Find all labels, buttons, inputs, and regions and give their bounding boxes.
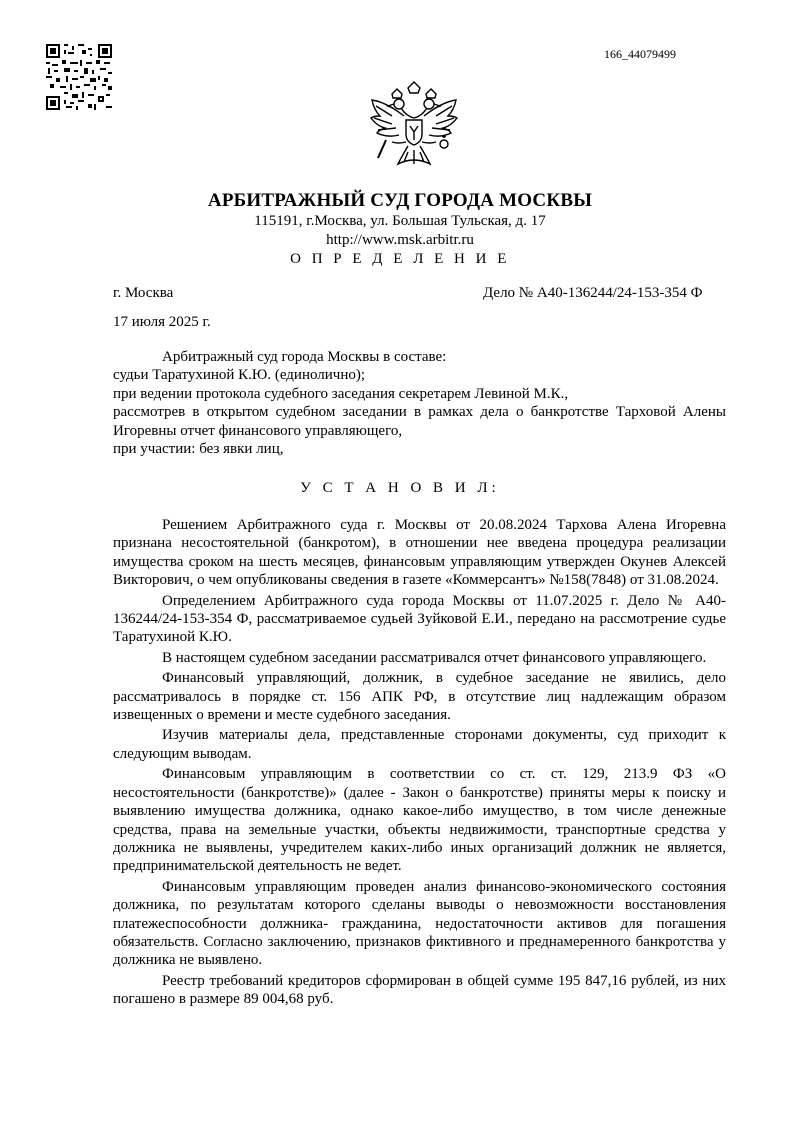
qr-code bbox=[46, 44, 112, 110]
intro-line: рассмотрев в открытом судебном заседании в рамках дела о банкротстве Тарховой Алены Игоревны отчет финансового управляющего, bbox=[113, 404, 726, 439]
court-address: 115191, г.Москва, ул. Большая Тульская, д. 17 bbox=[254, 213, 546, 229]
document-id: 166_44079499 bbox=[604, 47, 676, 61]
intro-line: при ведении протокола судебного заседания секретарем Левиной М.К., bbox=[113, 385, 569, 402]
document-header bbox=[0, 190, 800, 269]
coat-of-arms-emblem bbox=[368, 80, 460, 174]
document-type: О П Р Е Д Е Л Е Н И Е bbox=[290, 251, 510, 267]
paragraph: Реестр требований кредиторов сформирован в общей сумме 195 847,16 рублей, из них погашено в размере 89 004,68 руб. bbox=[113, 972, 726, 1008]
court-website: http://www.msk.arbitr.ru bbox=[326, 232, 474, 248]
court-name: АРБИТРАЖНЫЙ СУД ГОРОДА МОСКВЫ bbox=[207, 190, 593, 211]
intro-line: при участии: без явки лиц, bbox=[113, 441, 284, 458]
paragraph: Изучив материалы дела, представленные сторонами документы, суд приходит к следующим выводам. bbox=[113, 727, 726, 762]
city: г. Москва bbox=[113, 285, 174, 301]
paragraph: Финансовым управляющим проведен анализ финансово-экономического состояния должника, по результатам которого сделаны выводы о невозможности восстановления платежеспособности должника- гражданина, недостаточности активов для погашения обязательств. Согласно заключению, признаков фиктивного и преднамеренного банкротства у должника не выявлено. bbox=[113, 878, 726, 969]
intro-line: Арбитражный суд города Москвы в составе: bbox=[162, 349, 447, 365]
main-text bbox=[113, 516, 726, 1011]
intro-line: судьи Таратухиной К.Ю. (единолично); bbox=[113, 367, 366, 384]
paragraph: Определением Арбитражного суда города Москвы от 11.07.2025 г. Дело № А40-136244/24-153-354 Ф, рассматриваемое судьей Зуйковой Е.И., передано на рассмотрение судье Таратухиной К.Ю. bbox=[113, 592, 726, 646]
paragraph: Финансовым управляющим в соответствии со ст. ст. 129, 213.9 ФЗ «О несостоятельности (банкротстве)» (далее - Закон о банкротстве) приняты меры к поиску и выявлению имущества должника, однако какое-либо имущество, в том числе денежные средства, права на земельные участки, объекты недвижимости, транспортные средства у должника не выявлены, учредителем каких-либо иных организаций должник не является, предпринимательской деятельность не ведет. bbox=[113, 766, 726, 875]
document-date: 17 июля 2025 г. bbox=[113, 314, 211, 330]
paragraph: Финансовый управляющий, должник, в судебное заседание не явились, дело рассматривалось в порядке ст. 156 АПК РФ, в отсутствие лиц надлежащим образом извещенных о времени и месте судебного заседания. bbox=[113, 670, 726, 724]
section-heading: У С Т А Н О В И Л: bbox=[300, 480, 500, 496]
paragraph: Решением Арбитражного суда г. Москвы от 20.08.2024 Тархова Алена Игоревна признана несостоятельной (банкротом), в отношении нее введена процедура реализации имущества сроком на шесть месяцев, финансовым управляющим утвержден Окунев Алексей Викторович, о чем опубликованы сведения в газете «Коммерсантъ» №158(7848) от 31.08.2024. bbox=[113, 517, 726, 589]
case-number: Дело № А40-136244/24-153-354 Ф bbox=[483, 285, 703, 301]
intro-block bbox=[113, 348, 726, 458]
paragraph: В настоящем судебном заседании рассматривался отчет финансового управляющего. bbox=[162, 649, 707, 666]
